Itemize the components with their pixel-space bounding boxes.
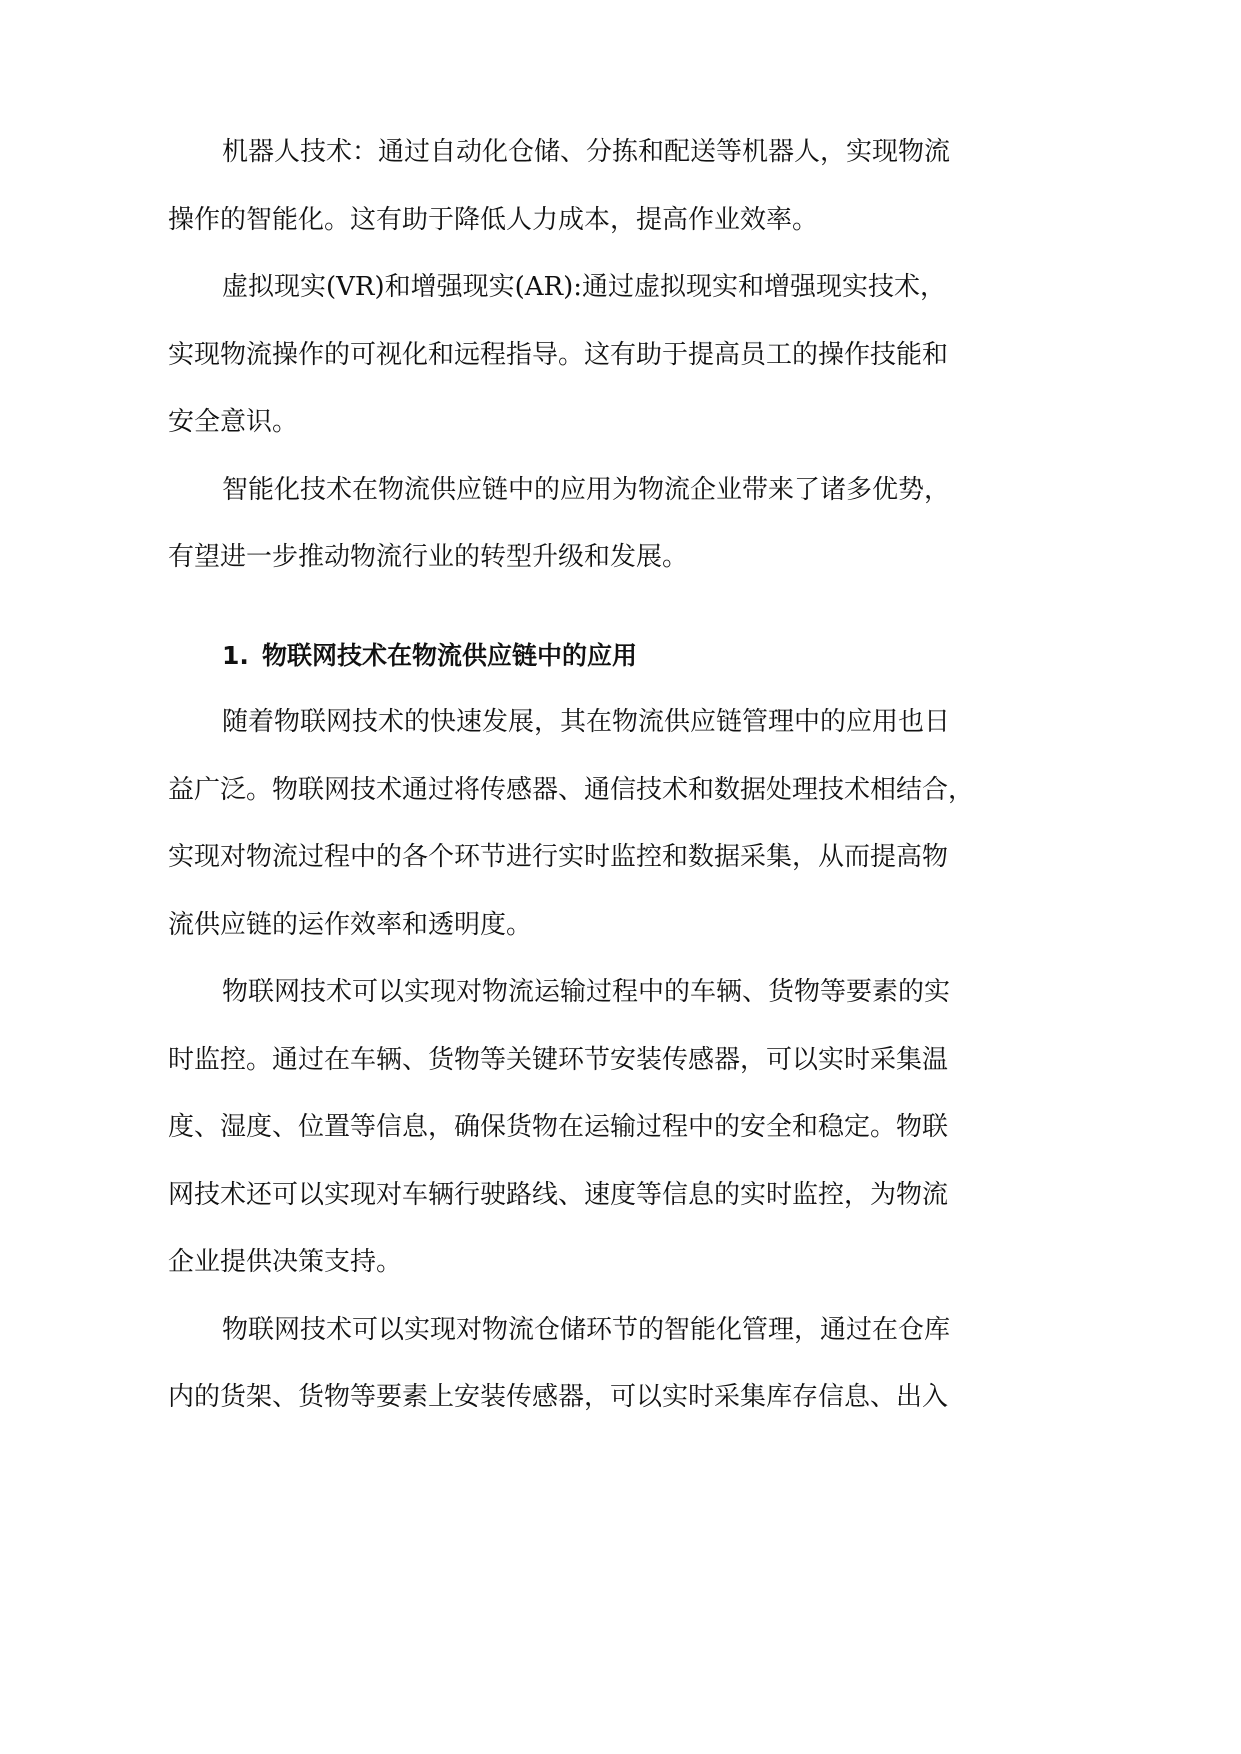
text-line: 机器人技术：通过自动化仓储、分拣和配送等机器人，实现物流 <box>222 137 951 167</box>
text-line: 实现物流操作的可视化和远程指导。这有助于提高员工的操作技能和 <box>168 339 949 370</box>
text-line: 时监控。通过在车辆、货物等关键环节安装传感器，可以实时采集温 <box>168 1044 949 1075</box>
text-line: 实现对物流过程中的各个环节进行实时监控和数据采集，从而提高物 <box>168 842 949 872</box>
heading-text: 物联网技术在物流供应链中的应用 <box>262 640 638 670</box>
text-line: 物联网技术可以实现对物流运输过程中的车辆、货物等要素的实 <box>222 977 951 1007</box>
text-line: 虚拟现实(VR)和增强现实(AR):通过虚拟现实和增强现实技术， <box>222 272 947 302</box>
text-line: 流供应链的运作效率和透明度。 <box>168 909 533 940</box>
section-after <box>168 689 975 1432</box>
document-page <box>168 119 975 1432</box>
paragraph <box>168 457 951 592</box>
text-line: 物联网技术可以实现对物流仓储环节的智能化管理，通过在仓库 <box>222 1314 951 1345</box>
paragraph <box>168 959 951 1297</box>
text-line: 随着物联网技术的快速发展，其在物流供应链管理中的应用也日 <box>222 707 951 737</box>
text-line: 网技术还可以实现对车辆行驶路线、速度等信息的实时监控，为物流 <box>168 1179 949 1210</box>
text-line: 智能化技术在物流供应链中的应用为物流企业带来了诸多优势， <box>222 474 951 505</box>
text-line: 操作的智能化。这有助于降低人力成本，提高作业效率。 <box>168 204 819 235</box>
paragraph <box>168 1297 951 1432</box>
paragraph <box>168 254 949 457</box>
text-line: 度、湿度、位置等信息，确保货物在运输过程中的安全和稳定。物联 <box>168 1112 949 1142</box>
text-line: 内的货架、货物等要素上安装传感器，可以实时采集库存信息、出入 <box>168 1382 949 1412</box>
section-heading <box>168 622 940 690</box>
text-line: 有望进一步推动物流行业的转型升级和发展。 <box>168 542 689 572</box>
text-line: 企业提供决策支持。 <box>168 1247 403 1277</box>
heading-number: 1. <box>222 640 249 670</box>
section-before <box>168 119 951 592</box>
text-line: 安全意识。 <box>168 407 299 437</box>
text-line: 益广泛。物联网技术通过将传感器、通信技术和数据处理技术相结合， <box>168 774 975 805</box>
paragraph <box>168 119 951 254</box>
paragraph <box>168 689 975 959</box>
